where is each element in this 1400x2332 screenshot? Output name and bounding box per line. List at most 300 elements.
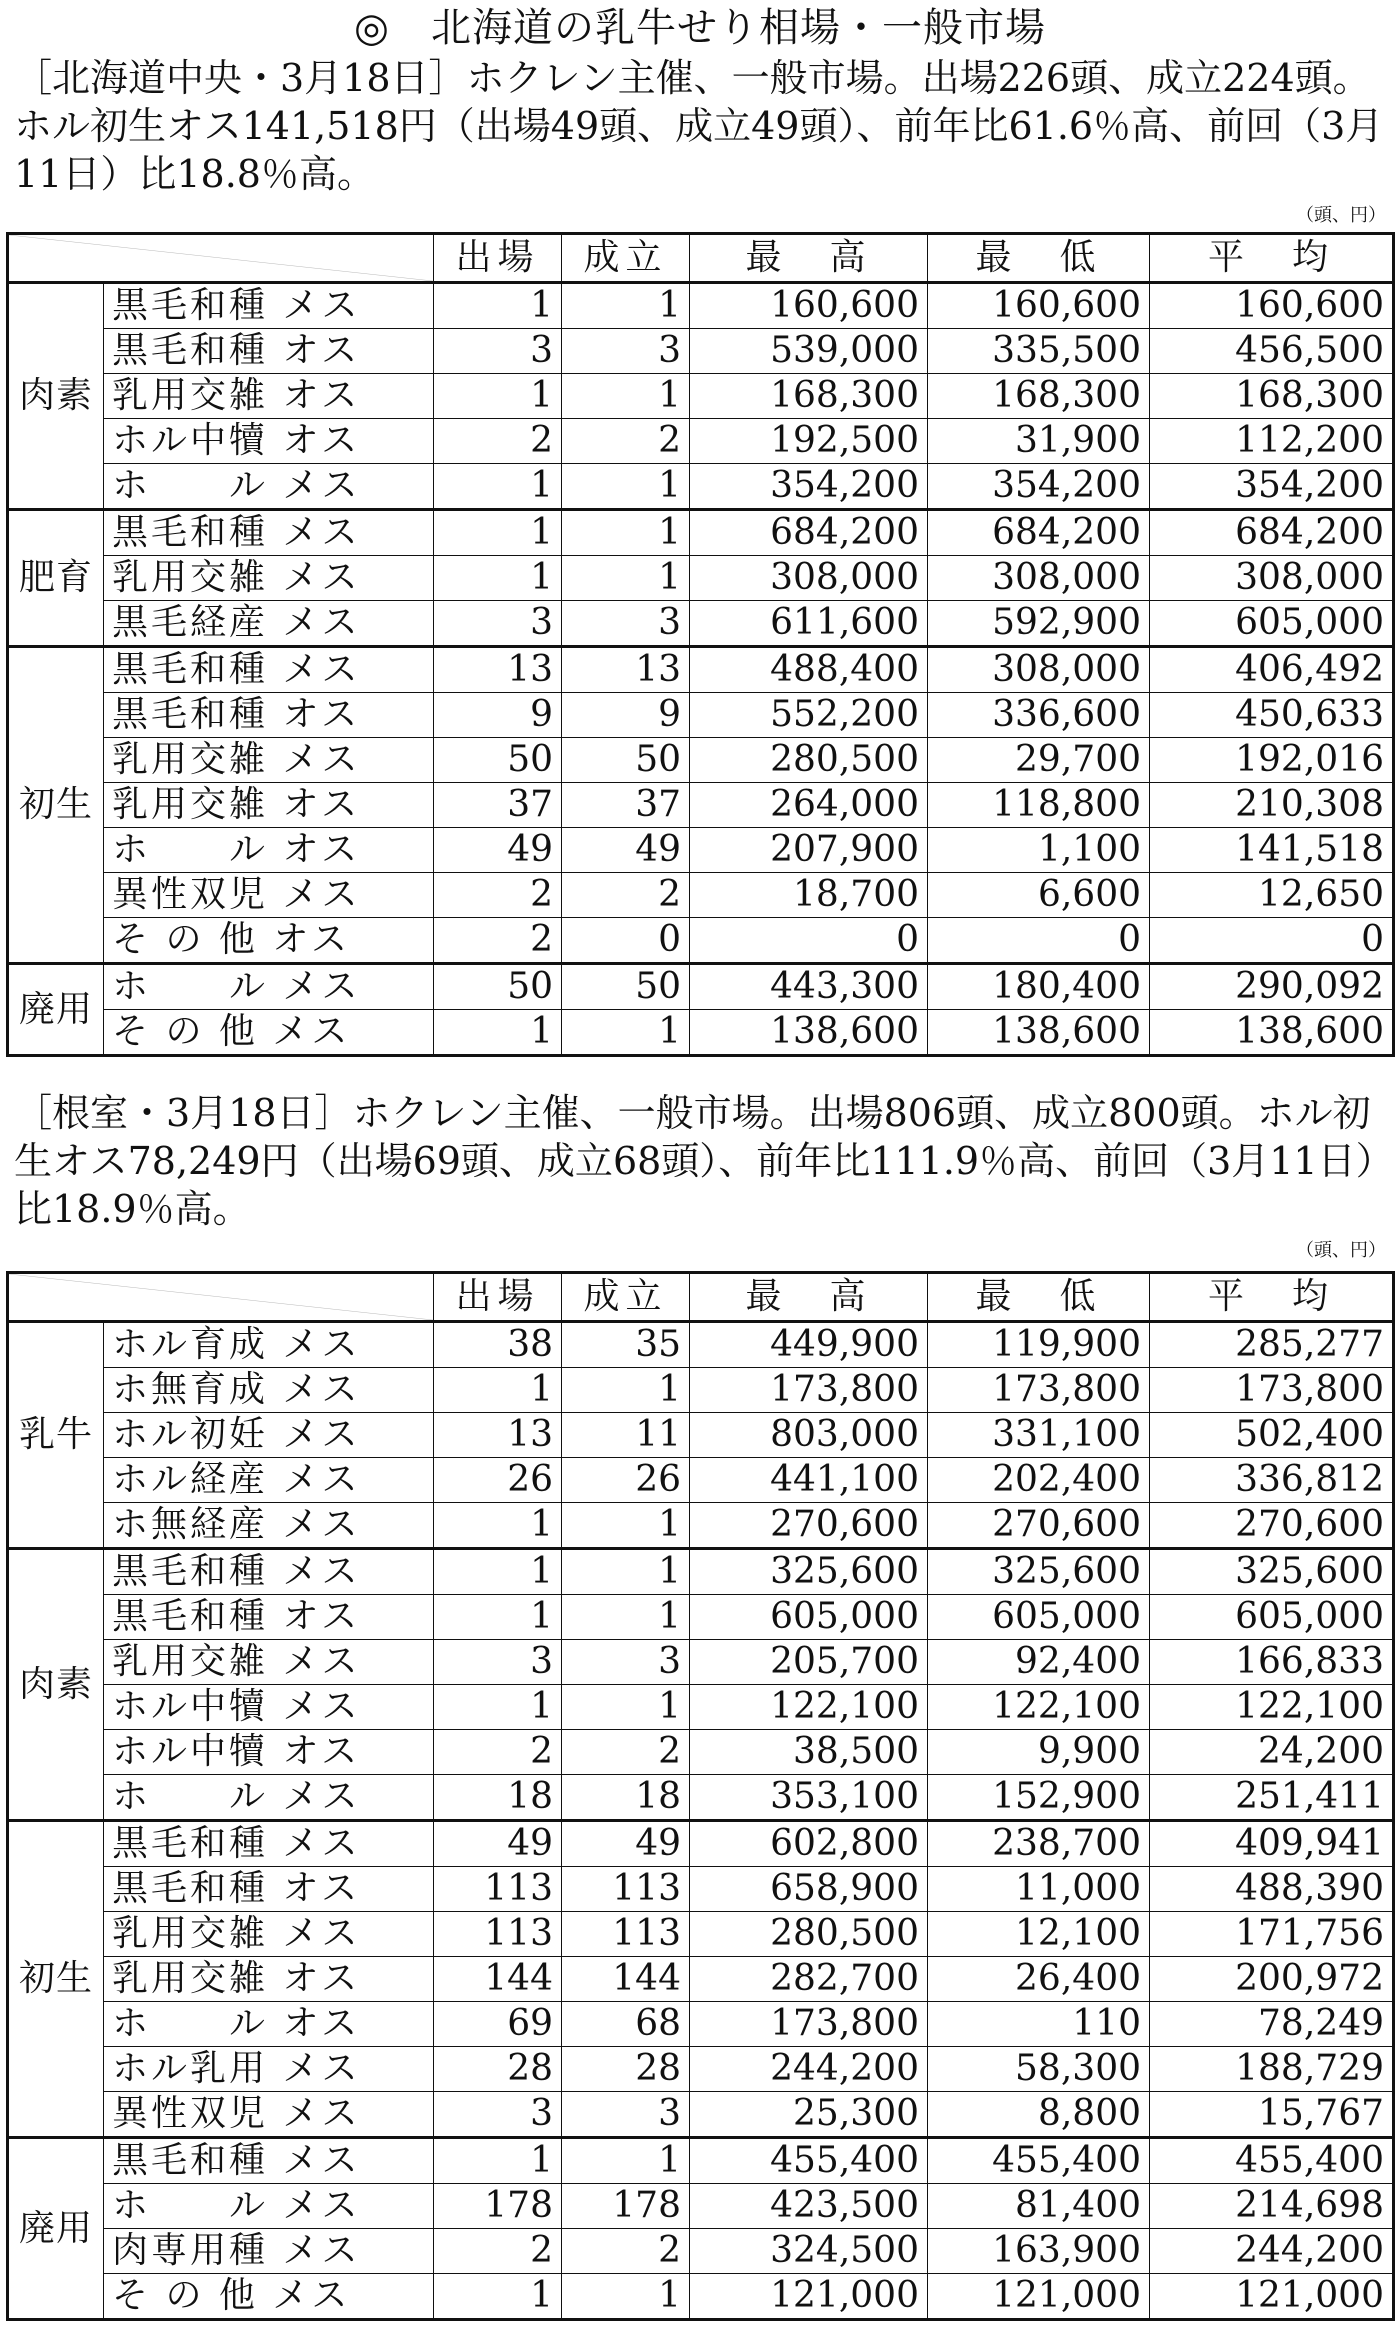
- value-cell: 58,300: [928, 2047, 1150, 2092]
- value-cell: 308,000: [690, 556, 928, 601]
- table-row: [8, 647, 1394, 693]
- table-row: [8, 828, 1394, 873]
- value-cell: 192,016: [1150, 738, 1394, 783]
- value-cell: 354,200: [928, 464, 1150, 510]
- value-cell: 1: [562, 1368, 690, 1413]
- table-row: [8, 1730, 1394, 1775]
- table-row: [8, 918, 1394, 964]
- value-cell: 168,300: [928, 374, 1150, 419]
- column-header: 最 低: [928, 234, 1150, 283]
- value-cell: 188,729: [1150, 2047, 1394, 2092]
- column-header: 成立: [562, 1273, 690, 1322]
- value-cell: 1: [562, 464, 690, 510]
- value-cell: 113: [562, 1867, 690, 1912]
- value-cell: 324,500: [690, 2229, 928, 2274]
- cattle-type: 乳用交雑 メス: [104, 1912, 434, 1957]
- table-row: [8, 601, 1394, 647]
- value-cell: 9,900: [928, 1730, 1150, 1775]
- value-cell: 449,900: [690, 1322, 928, 1368]
- table-row: [8, 2184, 1394, 2229]
- table-row: [8, 2229, 1394, 2274]
- group-label: 廃用: [8, 2138, 104, 2320]
- value-cell: 1: [434, 510, 562, 556]
- group-label: 肉素: [8, 283, 104, 510]
- value-cell: 138,600: [1150, 1010, 1394, 1056]
- table-header-row: [8, 234, 1394, 283]
- value-cell: 0: [928, 918, 1150, 964]
- cattle-type: 乳用交雑 オス: [104, 783, 434, 828]
- group-label: 肉素: [8, 1549, 104, 1821]
- value-cell: 49: [562, 1821, 690, 1867]
- unit-note: （頭、円）: [1296, 1240, 1386, 1261]
- cattle-type: 黒毛和種 オス: [104, 693, 434, 738]
- value-cell: 25,300: [690, 2092, 928, 2138]
- value-cell: 2: [434, 2229, 562, 2274]
- value-cell: 49: [434, 1821, 562, 1867]
- value-cell: 3: [562, 329, 690, 374]
- value-cell: 37: [562, 783, 690, 828]
- value-cell: 455,400: [928, 2138, 1150, 2184]
- cattle-type: ホ ル メス: [104, 1775, 434, 1821]
- value-cell: 38,500: [690, 1730, 928, 1775]
- cattle-type: ホル中犢 オス: [104, 419, 434, 464]
- value-cell: 325,600: [1150, 1549, 1394, 1595]
- column-header: 最 高: [690, 1273, 928, 1322]
- value-cell: 592,900: [928, 601, 1150, 647]
- table-row: [8, 1685, 1394, 1730]
- column-header: 最 低: [928, 1273, 1150, 1322]
- table-row: [8, 464, 1394, 510]
- value-cell: 354,200: [1150, 464, 1394, 510]
- value-cell: 138,600: [928, 1010, 1150, 1056]
- value-cell: 163,900: [928, 2229, 1150, 2274]
- value-cell: 3: [562, 601, 690, 647]
- value-cell: 611,600: [690, 601, 928, 647]
- group-label: 初生: [8, 1821, 104, 2138]
- value-cell: 488,400: [690, 647, 928, 693]
- value-cell: 0: [562, 918, 690, 964]
- value-cell: 0: [1150, 918, 1394, 964]
- cattle-type: ホル中犢 メス: [104, 1685, 434, 1730]
- value-cell: 423,500: [690, 2184, 928, 2229]
- article-title: ◎ 北海道の乳牛せり相場・一般市場: [354, 5, 1046, 51]
- value-cell: 3: [562, 1640, 690, 1685]
- value-cell: 18: [562, 1775, 690, 1821]
- value-cell: 122,100: [690, 1685, 928, 1730]
- cattle-type: ホ ル メス: [104, 964, 434, 1010]
- value-cell: 264,000: [690, 783, 928, 828]
- value-cell: 2: [562, 873, 690, 918]
- cattle-type: 黒毛和種 メス: [104, 283, 434, 329]
- cattle-type: 黒毛和種 メス: [104, 510, 434, 556]
- value-cell: 244,200: [1150, 2229, 1394, 2274]
- value-cell: 26,400: [928, 1957, 1150, 2002]
- cattle-type: ホ ル メス: [104, 464, 434, 510]
- value-cell: 450,633: [1150, 693, 1394, 738]
- value-cell: 69: [434, 2002, 562, 2047]
- value-cell: 144: [562, 1957, 690, 2002]
- cattle-type: 乳用交雑 メス: [104, 738, 434, 783]
- value-cell: 1: [562, 2274, 690, 2320]
- table-row: [8, 510, 1394, 556]
- value-cell: 11: [562, 1413, 690, 1458]
- value-cell: 1: [434, 1503, 562, 1549]
- value-cell: 3: [562, 2092, 690, 2138]
- group-label: 肥育: [8, 510, 104, 647]
- value-cell: 1: [562, 374, 690, 419]
- table-row: [8, 1957, 1394, 2002]
- value-cell: 455,400: [1150, 2138, 1394, 2184]
- value-cell: 3: [434, 1640, 562, 1685]
- value-cell: 160,600: [690, 283, 928, 329]
- value-cell: 1: [562, 2138, 690, 2184]
- value-cell: 325,600: [690, 1549, 928, 1595]
- cattle-type: 黒毛和種 オス: [104, 329, 434, 374]
- value-cell: 1: [434, 2138, 562, 2184]
- cattle-type: 乳用交雑 オス: [104, 374, 434, 419]
- value-cell: 122,100: [928, 1685, 1150, 1730]
- value-cell: 441,100: [690, 1458, 928, 1503]
- table-row: [8, 1458, 1394, 1503]
- cattle-type: 乳用交雑 メス: [104, 556, 434, 601]
- value-cell: 1: [434, 283, 562, 329]
- table-row: [8, 374, 1394, 419]
- value-cell: 290,092: [1150, 964, 1394, 1010]
- value-cell: 684,200: [690, 510, 928, 556]
- value-cell: 605,000: [1150, 601, 1394, 647]
- value-cell: 122,100: [1150, 1685, 1394, 1730]
- value-cell: 112,200: [1150, 419, 1394, 464]
- table-row: [8, 1322, 1394, 1368]
- table-row: [8, 1549, 1394, 1595]
- cattle-type: ホ無育成 メス: [104, 1368, 434, 1413]
- value-cell: 18,700: [690, 873, 928, 918]
- value-cell: 0: [690, 918, 928, 964]
- value-cell: 1,100: [928, 828, 1150, 873]
- value-cell: 1: [562, 1503, 690, 1549]
- table-row: [8, 2002, 1394, 2047]
- value-cell: 6,600: [928, 873, 1150, 918]
- table-row: [8, 738, 1394, 783]
- unit-note: （頭、円）: [1296, 205, 1386, 226]
- table-row: [8, 964, 1394, 1010]
- value-cell: 35: [562, 1322, 690, 1368]
- value-cell: 335,500: [928, 329, 1150, 374]
- value-cell: 118,800: [928, 783, 1150, 828]
- value-cell: 1: [562, 1010, 690, 1056]
- table-row: [8, 1010, 1394, 1056]
- column-header: 平 均: [1150, 234, 1394, 283]
- cattle-type: 黒毛経産 メス: [104, 601, 434, 647]
- value-cell: 684,200: [928, 510, 1150, 556]
- value-cell: 1: [434, 464, 562, 510]
- value-cell: 24,200: [1150, 1730, 1394, 1775]
- column-header: 平 均: [1150, 1273, 1394, 1322]
- value-cell: 443,300: [690, 964, 928, 1010]
- value-cell: 1: [434, 556, 562, 601]
- value-cell: 409,941: [1150, 1821, 1394, 1867]
- value-cell: 354,200: [690, 464, 928, 510]
- value-cell: 406,492: [1150, 647, 1394, 693]
- value-cell: 110: [928, 2002, 1150, 2047]
- column-header: 最 高: [690, 234, 928, 283]
- value-cell: 8,800: [928, 2092, 1150, 2138]
- value-cell: 456,500: [1150, 329, 1394, 374]
- cattle-type: 黒毛和種 メス: [104, 2138, 434, 2184]
- value-cell: 336,812: [1150, 1458, 1394, 1503]
- value-cell: 605,000: [690, 1595, 928, 1640]
- value-cell: 238,700: [928, 1821, 1150, 1867]
- value-cell: 1: [562, 510, 690, 556]
- value-cell: 803,000: [690, 1413, 928, 1458]
- table-row: [8, 873, 1394, 918]
- cattle-type: ホル育成 メス: [104, 1322, 434, 1368]
- value-cell: 81,400: [928, 2184, 1150, 2229]
- value-cell: 270,600: [690, 1503, 928, 1549]
- value-cell: 602,800: [690, 1821, 928, 1867]
- value-cell: 280,500: [690, 738, 928, 783]
- value-cell: 2: [434, 918, 562, 964]
- value-cell: 68: [562, 2002, 690, 2047]
- value-cell: 539,000: [690, 329, 928, 374]
- value-cell: 244,200: [690, 2047, 928, 2092]
- value-cell: 38: [434, 1322, 562, 1368]
- value-cell: 18: [434, 1775, 562, 1821]
- value-cell: 488,390: [1150, 1867, 1394, 1912]
- value-cell: 353,100: [690, 1775, 928, 1821]
- value-cell: 37: [434, 783, 562, 828]
- value-cell: 3: [434, 601, 562, 647]
- value-cell: 2: [434, 1730, 562, 1775]
- value-cell: 251,411: [1150, 1775, 1394, 1821]
- value-cell: 3: [434, 2092, 562, 2138]
- value-cell: 2: [434, 873, 562, 918]
- table-row: [8, 2047, 1394, 2092]
- price-table-nemuro: [6, 1271, 1395, 2321]
- value-cell: 28: [562, 2047, 690, 2092]
- value-cell: 684,200: [1150, 510, 1394, 556]
- value-cell: 50: [434, 738, 562, 783]
- value-cell: 1: [562, 556, 690, 601]
- cattle-type: 黒毛和種 メス: [104, 1821, 434, 1867]
- value-cell: 12,100: [928, 1912, 1150, 1957]
- column-header: 出場: [434, 234, 562, 283]
- value-cell: 49: [434, 828, 562, 873]
- value-cell: 78,249: [1150, 2002, 1394, 2047]
- value-cell: 605,000: [1150, 1595, 1394, 1640]
- value-cell: 2: [562, 419, 690, 464]
- table-row: [8, 556, 1394, 601]
- header-corner-diagonal: [8, 1273, 434, 1322]
- value-cell: 1: [562, 1595, 690, 1640]
- table-row: [8, 2138, 1394, 2184]
- table-row: [8, 2092, 1394, 2138]
- table-row: [8, 329, 1394, 374]
- value-cell: 502,400: [1150, 1413, 1394, 1458]
- value-cell: 308,000: [928, 556, 1150, 601]
- value-cell: 26: [562, 1458, 690, 1503]
- value-cell: 92,400: [928, 1640, 1150, 1685]
- table-row: [8, 1595, 1394, 1640]
- value-cell: 29,700: [928, 738, 1150, 783]
- value-cell: 1: [434, 1368, 562, 1413]
- value-cell: 1: [562, 1549, 690, 1595]
- value-cell: 160,600: [1150, 283, 1394, 329]
- value-cell: 138,600: [690, 1010, 928, 1056]
- header-corner-diagonal: [8, 234, 434, 283]
- value-cell: 50: [562, 738, 690, 783]
- value-cell: 180,400: [928, 964, 1150, 1010]
- value-cell: 50: [434, 964, 562, 1010]
- value-cell: 121,000: [928, 2274, 1150, 2320]
- market-summary-hokkaido-chuo: ［北海道中央・3月18日］ホクレン主催、一般市場。出場226頭、成立224頭。ホル初生オス141,518円（出場49頭、成立49頭）、前年比61.6％高、前回（3月11日）比18.8％高。: [14, 56, 1384, 196]
- value-cell: 9: [562, 693, 690, 738]
- value-cell: 200,972: [1150, 1957, 1394, 2002]
- table-row: [8, 693, 1394, 738]
- value-cell: 214,698: [1150, 2184, 1394, 2229]
- value-cell: 160,600: [928, 283, 1150, 329]
- cattle-type: ホ ル オス: [104, 828, 434, 873]
- table-header-row: [8, 1273, 1394, 1322]
- value-cell: 12,650: [1150, 873, 1394, 918]
- value-cell: 270,600: [1150, 1503, 1394, 1549]
- column-header: 出場: [434, 1273, 562, 1322]
- value-cell: 173,800: [1150, 1368, 1394, 1413]
- value-cell: 173,800: [690, 1368, 928, 1413]
- cattle-type: ホ ル メス: [104, 2184, 434, 2229]
- table-row: [8, 1640, 1394, 1685]
- cattle-type: 乳用交雑 メス: [104, 1640, 434, 1685]
- value-cell: 1: [562, 1685, 690, 1730]
- value-cell: 171,756: [1150, 1912, 1394, 1957]
- value-cell: 28: [434, 2047, 562, 2092]
- cattle-type: ホル初妊 メス: [104, 1413, 434, 1458]
- value-cell: 31,900: [928, 419, 1150, 464]
- table-row: [8, 1912, 1394, 1957]
- value-cell: 282,700: [690, 1957, 928, 2002]
- table-row: [8, 1503, 1394, 1549]
- value-cell: 192,500: [690, 419, 928, 464]
- value-cell: 455,400: [690, 2138, 928, 2184]
- value-cell: 178: [434, 2184, 562, 2229]
- value-cell: 166,833: [1150, 1640, 1394, 1685]
- value-cell: 3: [434, 329, 562, 374]
- value-cell: 325,600: [928, 1549, 1150, 1595]
- value-cell: 202,400: [928, 1458, 1150, 1503]
- value-cell: 13: [434, 1413, 562, 1458]
- value-cell: 141,518: [1150, 828, 1394, 873]
- group-label: 乳牛: [8, 1322, 104, 1549]
- table-row: [8, 2274, 1394, 2320]
- value-cell: 13: [434, 647, 562, 693]
- value-cell: 1: [562, 283, 690, 329]
- value-cell: 605,000: [928, 1595, 1150, 1640]
- cattle-type: 肉専用種 メス: [104, 2229, 434, 2274]
- value-cell: 1: [434, 1685, 562, 1730]
- value-cell: 331,100: [928, 1413, 1150, 1458]
- cattle-type: 黒毛和種 オス: [104, 1595, 434, 1640]
- value-cell: 113: [562, 1912, 690, 1957]
- value-cell: 285,277: [1150, 1322, 1394, 1368]
- cattle-type: ホ ル オス: [104, 2002, 434, 2047]
- value-cell: 168,300: [690, 374, 928, 419]
- value-cell: 1: [434, 1595, 562, 1640]
- table-row: [8, 283, 1394, 329]
- value-cell: 1: [434, 1010, 562, 1056]
- table-row: [8, 1368, 1394, 1413]
- group-label: 廃用: [8, 964, 104, 1056]
- value-cell: 121,000: [1150, 2274, 1394, 2320]
- table-row: [8, 1413, 1394, 1458]
- value-cell: 13: [562, 647, 690, 693]
- value-cell: 207,900: [690, 828, 928, 873]
- value-cell: 113: [434, 1912, 562, 1957]
- value-cell: 205,700: [690, 1640, 928, 1685]
- table-row: [8, 1867, 1394, 1912]
- value-cell: 11,000: [928, 1867, 1150, 1912]
- value-cell: 178: [562, 2184, 690, 2229]
- cattle-type: 黒毛和種 メス: [104, 647, 434, 693]
- value-cell: 121,000: [690, 2274, 928, 2320]
- value-cell: 280,500: [690, 1912, 928, 1957]
- cattle-type: ホ無経産 メス: [104, 1503, 434, 1549]
- cattle-type: ホル経産 メス: [104, 1458, 434, 1503]
- cattle-type: そ の 他 メス: [104, 1010, 434, 1056]
- value-cell: 210,308: [1150, 783, 1394, 828]
- column-header: 成立: [562, 234, 690, 283]
- cattle-type: 黒毛和種 メス: [104, 1549, 434, 1595]
- value-cell: 26: [434, 1458, 562, 1503]
- value-cell: 168,300: [1150, 374, 1394, 419]
- value-cell: 1: [434, 374, 562, 419]
- market-summary-nemuro: ［根室・3月18日］ホクレン主催、一般市場。出場806頭、成立800頭。ホル初生オス78,249円（出場69頭、成立68頭）、前年比111.9％高、前回（3月11日）比18.9％高。: [14, 1091, 1375, 1231]
- value-cell: 270,600: [928, 1503, 1150, 1549]
- value-cell: 658,900: [690, 1867, 928, 1912]
- value-cell: 173,800: [928, 1368, 1150, 1413]
- table-row: [8, 783, 1394, 828]
- value-cell: 49: [562, 828, 690, 873]
- group-label: 初生: [8, 647, 104, 964]
- cattle-type: 異性双児 メス: [104, 873, 434, 918]
- value-cell: 308,000: [928, 647, 1150, 693]
- price-table-hokkaido-chuo: [6, 232, 1395, 1057]
- value-cell: 173,800: [690, 2002, 928, 2047]
- value-cell: 113: [434, 1867, 562, 1912]
- table-row: [8, 1821, 1394, 1867]
- cattle-type: そ の 他 メス: [104, 2274, 434, 2320]
- cattle-type: 黒毛和種 オス: [104, 1867, 434, 1912]
- value-cell: 1: [434, 1549, 562, 1595]
- value-cell: 152,900: [928, 1775, 1150, 1821]
- value-cell: 2: [562, 2229, 690, 2274]
- cattle-type: ホル乳用 メス: [104, 2047, 434, 2092]
- value-cell: 2: [562, 1730, 690, 1775]
- value-cell: 2: [434, 419, 562, 464]
- cattle-type: そ の 他 オス: [104, 918, 434, 964]
- value-cell: 308,000: [1150, 556, 1394, 601]
- value-cell: 552,200: [690, 693, 928, 738]
- value-cell: 15,767: [1150, 2092, 1394, 2138]
- value-cell: 9: [434, 693, 562, 738]
- cattle-type: 異性双児 メス: [104, 2092, 434, 2138]
- value-cell: 1: [434, 2274, 562, 2320]
- value-cell: 119,900: [928, 1322, 1150, 1368]
- value-cell: 336,600: [928, 693, 1150, 738]
- table-row: [8, 1775, 1394, 1821]
- table-row: [8, 419, 1394, 464]
- value-cell: 50: [562, 964, 690, 1010]
- cattle-type: ホル中犢 オス: [104, 1730, 434, 1775]
